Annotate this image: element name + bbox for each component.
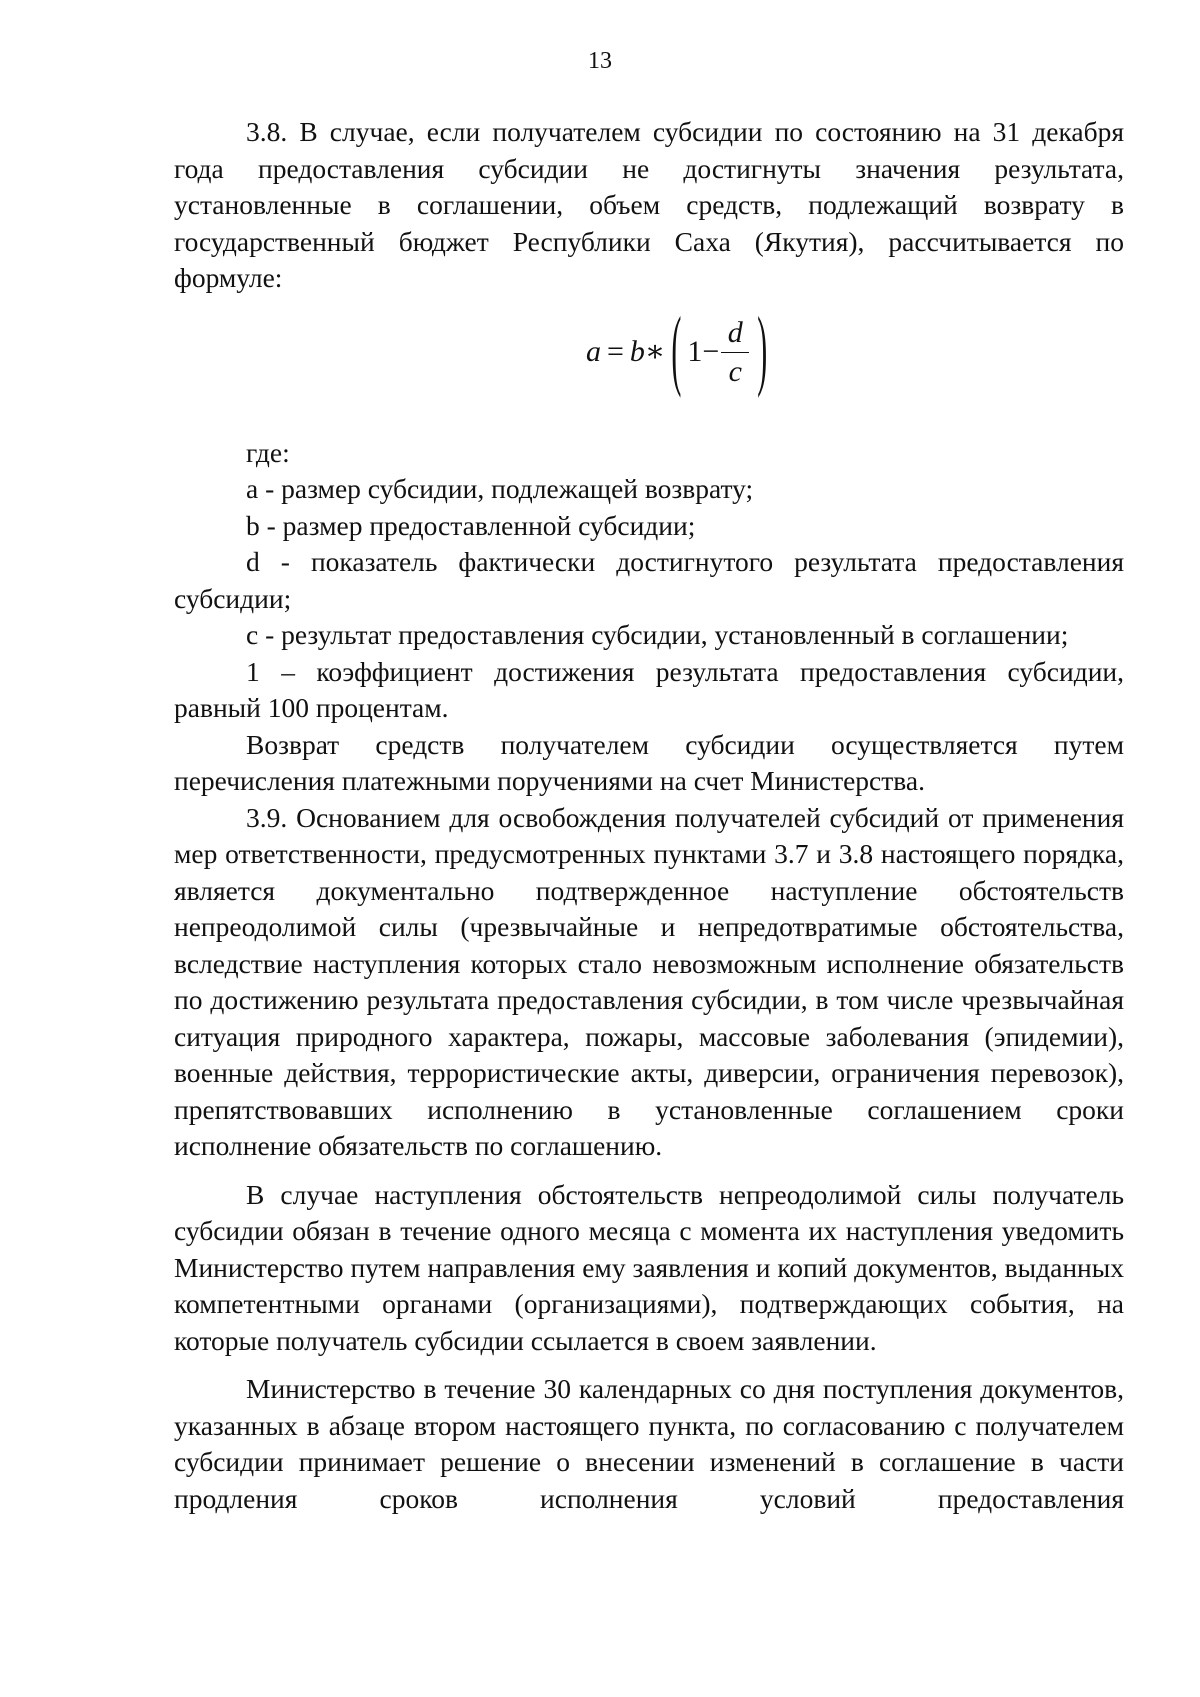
formula-minus: − [702,335,720,369]
return-formula [586,300,768,401]
definition-d: d - показатель фактически достигнутого результата предоставления субсидии; [174,546,1124,614]
formula-numerator: d [727,315,743,349]
paragraph-3-8: 3.8. В случае, если получателем субсидии по состоянию на 31 декабря года предоставления субсидии не достигнуты значения результата, установленные в соглашении, объем средств, подлежащий возврату в государственный бюджет Республики Саха (Якутия), рассчитывается по формуле: [174,116,1124,293]
formula-equals: = [607,335,624,369]
formula-denominator: c [728,355,742,389]
page-number: 13 [588,48,612,74]
definition-c: c - результат предоставления субсидии, установленный в соглашении; [246,619,1069,650]
paragraph-3-9: 3.9. Основанием для освобождения получателей субсидий от применения мер ответственности, предусмотренных пунктами 3.7 и 3.8 настоящего порядка, является документально подтвержденное наступление обстоятельств непреодолимой силы (чрезвычайные и непредотвратимые обстоятельства, вследствие наступления которых стало невозможным исполнение обязательств по достижению результата предоставления субсидии, в том числе чрезвычайная ситуация природного характера, пожары, массовые заболевания (эпидемии), военные действия, террористические акты, диверсии, ограничения перевозок), препятствовавших исполнению в установленные соглашением сроки исполнение обязательств по соглашению. [174,801,1124,1161]
definition-coefficient: 1 – коэффициент достижения результата предоставления субсидии, равный 100 процентам. [174,655,1124,723]
definition-a: a - размер субсидии, подлежащей возврату; [246,473,754,504]
formula-right-paren: ) [757,300,768,400]
where-label: где: [246,436,290,468]
formula-var-b: b [629,335,645,369]
document-body [174,114,1124,1517]
formula-one: 1 [687,335,703,369]
paragraph-ministry: Министерство в течение 30 календарных со дня поступления документов, указанных в абзаце втором настоящего пункта, по согласованию с получателем субсидии принимает решение о внесении изменений в соглашение в части продления сроков исполнения условий предоставления [174,1373,1124,1514]
fraction-bar [721,352,749,354]
formula-block [174,297,1124,425]
definition-b: b - размер предоставленной субсидии; [246,509,696,541]
formula-fraction [721,317,749,389]
paragraph-force-majeure: В случае наступления обстоятельств непреодолимой силы получатель субсидии обязан в течение одного месяца с момента их наступления уведомить Министерство путем направления ему заявления и копий документов, выданных компетентными органами (организациями), подтверждающих события, на которые получатель субсидии ссылается в своем заявлении. [174,1178,1124,1356]
formula-multiply: ∗ [644,335,666,369]
formula-left-paren: ( [671,300,682,400]
paragraph-return: Возврат средств получателем субсидии осуществляется путем перечисления платежными поручениями на счет Министерства. [174,728,1124,796]
formula-var-a: a [586,335,601,369]
